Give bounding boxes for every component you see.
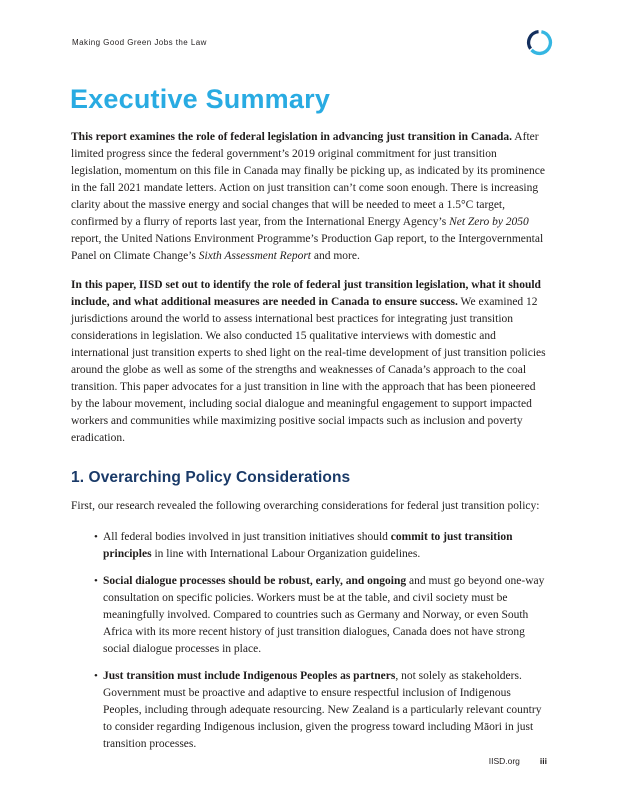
iisd-logo-icon xyxy=(526,29,553,56)
paragraph-2: In this paper, IISD set out to identify the role of federal just transition legislation, what it should include, and what additional measures are needed in Canada to ensure success. We examined 12 jurisdictions around the world to assess international best practices for integrating just transition considerations in legislation. We also conducted 15 qualitative interviews with domestic and international just transition experts to shed light on the real-time development of just transition policies around the globe as well as some of the strengths and weaknesses of Canada’s approach to the coal transition. This paper advocates for a just transition in line with the approach that has been pioneered by the labour movement, including social dialogue and meaningful engagement to support impacted workers and communities while maximizing positive social impacts such as inclusion and poverty eradication. xyxy=(71,279,546,444)
footer-page-number: iii xyxy=(539,756,547,766)
running-header-title: Making Good Green Jobs the Law xyxy=(72,38,207,47)
document-body xyxy=(71,129,548,763)
bullet-item-social-dialogue: • Social dialogue processes should be robust, early, and ongoing and must go beyond one-way consultation on specific policies. Workers must be at the table, and civil society must be meaningfully involved. Compared to countries such as Germany and Norway, or even South Africa with its more recent history of just transition dialogues, Canada does not have strong social dialogue processes in place. xyxy=(71,573,548,658)
footer-site-label: IISD.org xyxy=(488,756,520,766)
bullet-item-indigenous-partners: • Just transition must include Indigenous Peoples as partners, not solely as stakeholders. Government must be proactive and adaptive to ensure respectful inclusion of Indigenous Peoples, including through adequate resourcing. New Zealand is a particularly relevant country to consider regarding Indigenous inclusion, given the progress toward including Māori in just transition processes. xyxy=(71,668,548,753)
bullet-list xyxy=(71,529,548,753)
section-1-intro: First, our research revealed the following overarching considerations for federal just transition policy: xyxy=(71,500,540,512)
section-1-heading: 1. Overarching Policy Considerations xyxy=(71,469,351,486)
page-footer xyxy=(489,756,547,766)
paragraph-1: This report examines the role of federal legislation in advancing just transition in Canada. After limited progress since the federal government’s 2019 original commitment for just transition legislation, momentum on this file in Canada may finally be picking up, as indicated by its prominence in the fall 2021 mandate letters. Action on just transition can’t come soon enough. There is increasing clarity about the massive energy and social changes that will be needed to meet a 1.5°C target, confirmed by a flurry of reports last year, from the International Energy Agency’s Net Zero by 2050 report, the United Nations Environment Programme’s Production Gap report, to the Intergovernmental Panel on Climate Change’s Sixth Assessment Report and more. xyxy=(71,131,545,262)
page-title: Executive Summary xyxy=(70,84,331,114)
bullet-item-principles: • All federal bodies involved in just transition initiatives should commit to just transition principles in line with International Labour Organization guidelines. xyxy=(71,529,548,563)
